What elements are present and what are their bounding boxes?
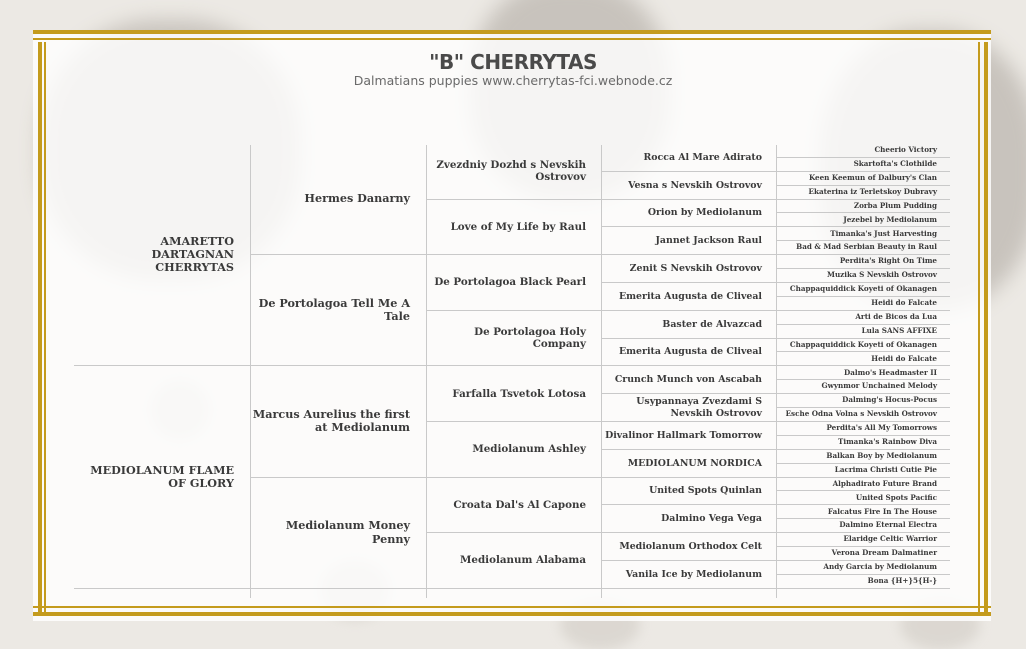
pedigree-gen2-entry: Mediolanum Money Penny: [250, 478, 426, 589]
pedigree-gen5-entry: Arti de Bicos da Lua: [776, 311, 950, 325]
pedigree-gen4-entry: Vanila Ice by Mediolanum: [601, 561, 776, 589]
pedigree-gen4-entry: Dalmino Vega Vega: [601, 505, 776, 533]
pedigree-gen5-entry: Ekaterina iz Terletskoy Dubravy: [776, 186, 950, 200]
frame-top-inner: [33, 38, 991, 40]
pedigree-gen4-entry: Baster de Alvazcad: [601, 311, 776, 339]
pedigree-gen4-entry: Zenit S Nevskih Ostrovov: [601, 255, 776, 283]
pedigree-gen3-entry: Zvezdniy Dozhd s Nevskih Ostrovov: [426, 144, 601, 200]
pedigree-gen4-entry: MEDIOLANUM NORDICA: [601, 450, 776, 478]
page-subtitle: Dalmatians puppies www.cherrytas-fci.webnode.cz: [353, 73, 673, 88]
pedigree-gen4-entry: Divalinor Hallmark Tomorrow: [601, 422, 776, 450]
pedigree-gen5-entry: Chappaquiddick Koyeti of Okanagen: [776, 283, 950, 297]
pedigree-gen4-entry: Rocca Al Mare Adirato: [601, 144, 776, 172]
frame-bottom-outer: [33, 612, 991, 616]
pedigree-gen3-entry: Love of My Life by Raul: [426, 200, 601, 256]
pedigree-gen1-entry: MEDIOLANUM FLAME OF GLORY: [74, 366, 250, 588]
pedigree-gen5-entry: United Spots Pacific: [776, 492, 950, 506]
pedigree-gen5-entry: Balkan Boy by Mediolanum: [776, 450, 950, 464]
pedigree-gen5-entry: Zorba Plum Pudding: [776, 200, 950, 214]
pedigree-gen4-entry: Usypannaya Zvezdami S Nevskih Ostrovov: [601, 394, 776, 422]
pedigree-gen5-entry: Heidi do Falcate: [776, 297, 950, 311]
page-title: "B" CHERRYTAS: [429, 50, 597, 74]
pedigree-gen5-entry: Lacrima Christi Cutie Pie: [776, 464, 950, 478]
pedigree-gen5-entry: Jezebel by Mediolanum: [776, 214, 950, 228]
frame-right-outer: [984, 42, 988, 615]
pedigree-gen2-entry: Marcus Aurelius the first at Mediolanum: [250, 366, 426, 477]
pedigree-gen5-entry: Cheerio Victory: [776, 144, 950, 158]
frame-left-outer: [38, 42, 42, 615]
pedigree-gen5-entry: Dalmino Eternal Electra: [776, 519, 950, 533]
frame-top-outer: [33, 30, 991, 34]
pedigree-gen5-entry: Chappaquiddick Koyeti of Okanagen: [776, 339, 950, 353]
pedigree-gen1-entry: AMARETTO DARTAGNAN CHERRYTAS: [74, 144, 250, 366]
pedigree-gen4-entry: Orion by Mediolanum: [601, 200, 776, 228]
pedigree-gen5-entry: Bad & Mad Serbian Beauty in Raul: [776, 241, 950, 255]
pedigree-gen3-entry: Farfalla Tsvetok Lotosa: [426, 366, 601, 422]
pedigree-gen4-entry: United Spots Quinlan: [601, 478, 776, 506]
pedigree-gen5-entry: Alphadirato Future Brand: [776, 478, 950, 492]
pedigree-gen4-entry: Crunch Munch von Ascabah: [601, 366, 776, 394]
pedigree-gen5-entry: Perdita's Right On Time: [776, 255, 950, 269]
pedigree-gen4-entry: Mediolanum Orthodox Celt: [601, 533, 776, 561]
frame-bottom-inner: [33, 606, 991, 608]
pedigree-gen5-entry: Skartofta's Clothilde: [776, 158, 950, 172]
pedigree-gen5-entry: Perdita's All My Tomorrows: [776, 422, 950, 436]
pedigree-gen5-entry: Gwynmor Unchained Melody: [776, 380, 950, 394]
pedigree-gen2-entry: De Portolagoa Tell Me A Tale: [250, 255, 426, 366]
pedigree-gen5-entry: Keen Keemun of Dalbury's Clan: [776, 172, 950, 186]
pedigree-gen4-entry: Jannet Jackson Raul: [601, 227, 776, 255]
pedigree-gen5-entry: Dalming's Hocus-Pocus: [776, 394, 950, 408]
pedigree-gen3-entry: De Portolagoa Holy Company: [426, 311, 601, 367]
pedigree-gen5-entry: Esche Odna Volna s Nevskih Ostrovov: [776, 408, 950, 422]
pedigree-gen4-entry: Vesna s Nevskih Ostrovov: [601, 172, 776, 200]
pedigree-gen3-entry: Croata Dal's Al Capone: [426, 478, 601, 534]
pedigree-gen4-entry: Emerita Augusta de Cliveal: [601, 283, 776, 311]
pedigree-gen5-entry: Verona Dream Dalmatiner: [776, 547, 950, 561]
pedigree-gen5-entry: Lula SANS AFFIXE: [776, 325, 950, 339]
pedigree-gen3-entry: Mediolanum Ashley: [426, 422, 601, 478]
frame-left-inner: [44, 42, 46, 615]
pedigree-gen5-entry: Bona {H+}5{H-}: [776, 575, 950, 589]
pedigree-gen5-entry: Muzika S Nevskih Ostrovov: [776, 269, 950, 283]
pedigree-gen5-entry: Andy Garcia by Mediolanum: [776, 561, 950, 575]
frame-right-inner: [978, 42, 980, 615]
pedigree-gen5-entry: Heidi do Falcate: [776, 353, 950, 367]
pedigree-gen5-entry: Falcatus Fire In The House: [776, 505, 950, 519]
pedigree-gen3-entry: Mediolanum Alabama: [426, 533, 601, 589]
pedigree-gen5-entry: Dalmo's Headmaster II: [776, 366, 950, 380]
pedigree-gen4-entry: Emerita Augusta de Cliveal: [601, 339, 776, 367]
pedigree-gen3-entry: De Portolagoa Black Pearl: [426, 255, 601, 311]
pedigree-gen5-entry: Elaridge Celtic Warrior: [776, 533, 950, 547]
pedigree-gen5-entry: Timanka's Just Harvesting: [776, 227, 950, 241]
pedigree-gen5-entry: Timanka's Rainbow Diva: [776, 436, 950, 450]
pedigree-gen2-entry: Hermes Danarny: [250, 144, 426, 255]
